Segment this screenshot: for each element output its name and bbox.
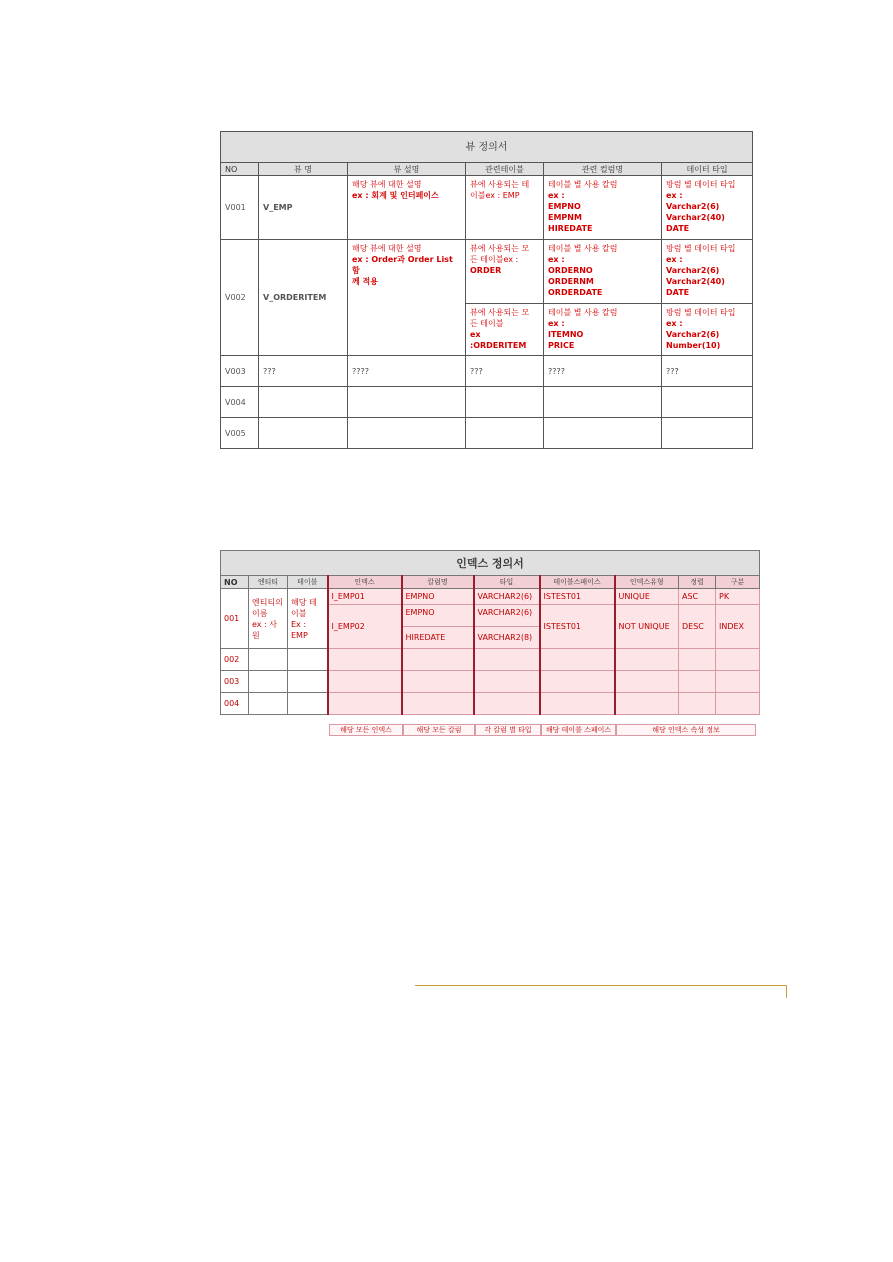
type-line: 방럼 별 데이터 타입 (666, 180, 736, 189)
empty-cell (402, 693, 474, 715)
empty-cell (348, 387, 466, 418)
header-type: 타입 (474, 576, 540, 589)
header-column: 칼럼명 (402, 576, 474, 589)
row-no: V001 (221, 176, 259, 240)
desc-line: ex : Order과 Order List 함 (352, 255, 453, 275)
type-line: ex : (666, 319, 683, 328)
table-cell (288, 589, 328, 649)
column-name: EMPNO (402, 605, 474, 627)
table-row (221, 649, 760, 671)
empty-cell (466, 387, 544, 418)
view-name: ??? (259, 356, 348, 387)
column-line: 테이블 별 사용 칼럼 (548, 244, 618, 253)
header-view-desc: 뷰 설명 (348, 163, 466, 176)
header-no: NO (221, 576, 249, 589)
related-columns: ???? (544, 356, 662, 387)
empty-cell (348, 418, 466, 449)
column-line: ITEMNO (548, 330, 584, 339)
row-no: 002 (221, 649, 249, 671)
view-definition-table (220, 131, 753, 449)
column-line: PRICE (548, 341, 575, 350)
empty-cell (540, 693, 615, 715)
note-index-attr: 해당 인덱스 속성 정보 (616, 724, 756, 736)
index-column-notes (329, 724, 756, 736)
column-line: 테이블 별 사용 칼럼 (548, 308, 618, 317)
type-line: ex : (666, 255, 683, 264)
type-line: DATE (666, 224, 690, 233)
column-type: VARCHAR2(6) (474, 605, 540, 627)
empty-cell (402, 649, 474, 671)
index-type: UNIQUE (615, 589, 679, 605)
index-definition-table (220, 550, 760, 715)
view-table-header (221, 163, 753, 176)
empty-cell (474, 671, 540, 693)
column-line: ex : (548, 255, 565, 264)
view-desc (348, 240, 466, 356)
empty-cell (662, 418, 753, 449)
table-row (221, 387, 753, 418)
empty-cell (288, 671, 328, 693)
entity-cell (249, 589, 288, 649)
header-sort: 정렬 (679, 576, 716, 589)
type-line: DATE (666, 288, 690, 297)
type-line: Number(10) (666, 341, 721, 350)
column-name: EMPNO (402, 589, 474, 605)
related-columns (544, 240, 662, 304)
type-line: Varchar2(6) (666, 266, 720, 275)
empty-cell (615, 649, 679, 671)
empty-cell (474, 693, 540, 715)
sort-order: ASC (679, 589, 716, 605)
view-table-title: 뷰 정의서 (221, 132, 753, 163)
tablespace: ISTEST01 (540, 605, 615, 649)
column-line: EMPNM (548, 213, 582, 222)
type-line: Varchar2(40) (666, 213, 725, 222)
row-no: V005 (221, 418, 259, 449)
empty-cell (249, 671, 288, 693)
row-no: 004 (221, 693, 249, 715)
header-entity: 엔티티 (249, 576, 288, 589)
view-name: V_ORDERITEM (259, 240, 348, 356)
index-table-header (221, 576, 760, 589)
related-table (466, 176, 544, 240)
table-line: ORDER (470, 266, 502, 275)
column-line: ex : (548, 319, 565, 328)
view-desc (348, 176, 466, 240)
desc-line: ex : 회계 및 인터페이스 (352, 191, 439, 200)
note-type: 각 칼럼 별 타입 (475, 724, 541, 736)
column-line: ORDERNM (548, 277, 594, 286)
empty-cell (402, 671, 474, 693)
column-line: HIREDATE (548, 224, 593, 233)
empty-cell (716, 649, 760, 671)
related-table (466, 304, 544, 356)
header-tablespace: 테이블스페이스 (540, 576, 615, 589)
row-no: V004 (221, 387, 259, 418)
empty-cell (716, 693, 760, 715)
column-type: VARCHAR2(8) (474, 627, 540, 649)
empty-cell (540, 649, 615, 671)
table-line: 뷰에 사용되는 모 (470, 244, 530, 253)
row-no: 001 (221, 589, 249, 649)
decorative-rule (415, 985, 787, 986)
table-line: 이블ex : EMP (470, 191, 520, 200)
column-line: ex : (548, 191, 565, 200)
empty-cell (328, 671, 402, 693)
related-table (466, 240, 544, 304)
header-related-column: 관련 컬럼명 (544, 163, 662, 176)
tablespace: ISTEST01 (540, 589, 615, 605)
column-line: ORDERNO (548, 266, 593, 275)
empty-cell (662, 387, 753, 418)
gubun: PK (716, 589, 760, 605)
table-line: ex :ORDERITEM (470, 330, 527, 350)
type-line: Varchar2(40) (666, 277, 725, 286)
type-line: 방럼 별 데이터 타입 (666, 308, 736, 317)
desc-line: 해당 뷰에 대한 설명 (352, 244, 422, 253)
type-line: Varchar2(6) (666, 330, 720, 339)
empty-cell (328, 693, 402, 715)
row-no: V002 (221, 240, 259, 356)
data-types (662, 304, 753, 356)
data-types: ??? (662, 356, 753, 387)
column-line: ORDERDATE (548, 288, 603, 297)
table-line: 든 테이블ex : (470, 255, 519, 264)
view-desc: ???? (348, 356, 466, 387)
empty-cell (249, 649, 288, 671)
empty-cell (716, 671, 760, 693)
type-line: ex : (666, 191, 683, 200)
sort-order: DESC (679, 605, 716, 649)
decorative-rule-tick (786, 985, 787, 998)
row-no: 003 (221, 671, 249, 693)
empty-cell (259, 387, 348, 418)
table-line: 해당 테 (291, 597, 317, 607)
desc-line: 께 적용 (352, 277, 378, 286)
index-name: I_EMP02 (328, 605, 402, 649)
empty-cell (288, 693, 328, 715)
table-line: 뷰에 사용되는 테 (470, 180, 530, 189)
table-row (221, 671, 760, 693)
index-type: NOT UNIQUE (615, 605, 679, 649)
empty-cell (249, 693, 288, 715)
column-line: EMPNO (548, 202, 581, 211)
table-line: 든 테이블 (470, 319, 504, 328)
header-data-type: 데이터 타입 (662, 163, 753, 176)
note-column: 해당 모든 칼럼 (403, 724, 475, 736)
table-row (221, 693, 760, 715)
empty-cell (540, 671, 615, 693)
empty-cell (328, 649, 402, 671)
desc-line: 해당 뷰에 대한 설명 (352, 180, 422, 189)
related-columns (544, 176, 662, 240)
entity-line: ex : 사원 (252, 619, 278, 640)
related-table: ??? (466, 356, 544, 387)
empty-cell (544, 387, 662, 418)
header-no: NO (221, 163, 259, 176)
table-line: Ex : EMP (291, 619, 308, 640)
data-types (662, 176, 753, 240)
header-index-type: 인덱스유형 (615, 576, 679, 589)
header-table: 테이블 (288, 576, 328, 589)
header-index: 인덱스 (328, 576, 402, 589)
table-row (221, 240, 753, 304)
header-view-name: 뷰 명 (259, 163, 348, 176)
data-types (662, 240, 753, 304)
empty-cell (466, 418, 544, 449)
column-type: VARCHAR2(6) (474, 589, 540, 605)
empty-cell (679, 693, 716, 715)
column-line: 테이블 별 사용 칼럼 (548, 180, 618, 189)
table-row (221, 418, 753, 449)
view-name: V_EMP (259, 176, 348, 240)
empty-cell (679, 671, 716, 693)
entity-line: 엔티티의 (252, 597, 283, 607)
gubun: INDEX (716, 605, 760, 649)
table-row (221, 176, 753, 240)
type-line: 방럼 별 데이터 타입 (666, 244, 736, 253)
empty-cell (259, 418, 348, 449)
entity-line: 이름 (252, 608, 268, 618)
empty-cell (615, 671, 679, 693)
table-line: 뷰에 사용되는 모 (470, 308, 530, 317)
note-index: 해당 모든 인덱스 (329, 724, 403, 736)
empty-cell (679, 649, 716, 671)
table-row (221, 356, 753, 387)
index-table-title: 인덱스 정의서 (221, 551, 760, 576)
table-line: 이블 (291, 608, 307, 618)
column-name: HIREDATE (402, 627, 474, 649)
related-columns (544, 304, 662, 356)
index-name: I_EMP01 (328, 589, 402, 605)
type-line: Varchar2(6) (666, 202, 720, 211)
note-tablespace: 해당 테이블 스페이스 (541, 724, 616, 736)
empty-cell (474, 649, 540, 671)
empty-cell (288, 649, 328, 671)
row-no: V003 (221, 356, 259, 387)
header-related-table: 관련테이블 (466, 163, 544, 176)
table-row (221, 589, 760, 605)
empty-cell (615, 693, 679, 715)
empty-cell (544, 418, 662, 449)
header-gubun: 구분 (716, 576, 760, 589)
